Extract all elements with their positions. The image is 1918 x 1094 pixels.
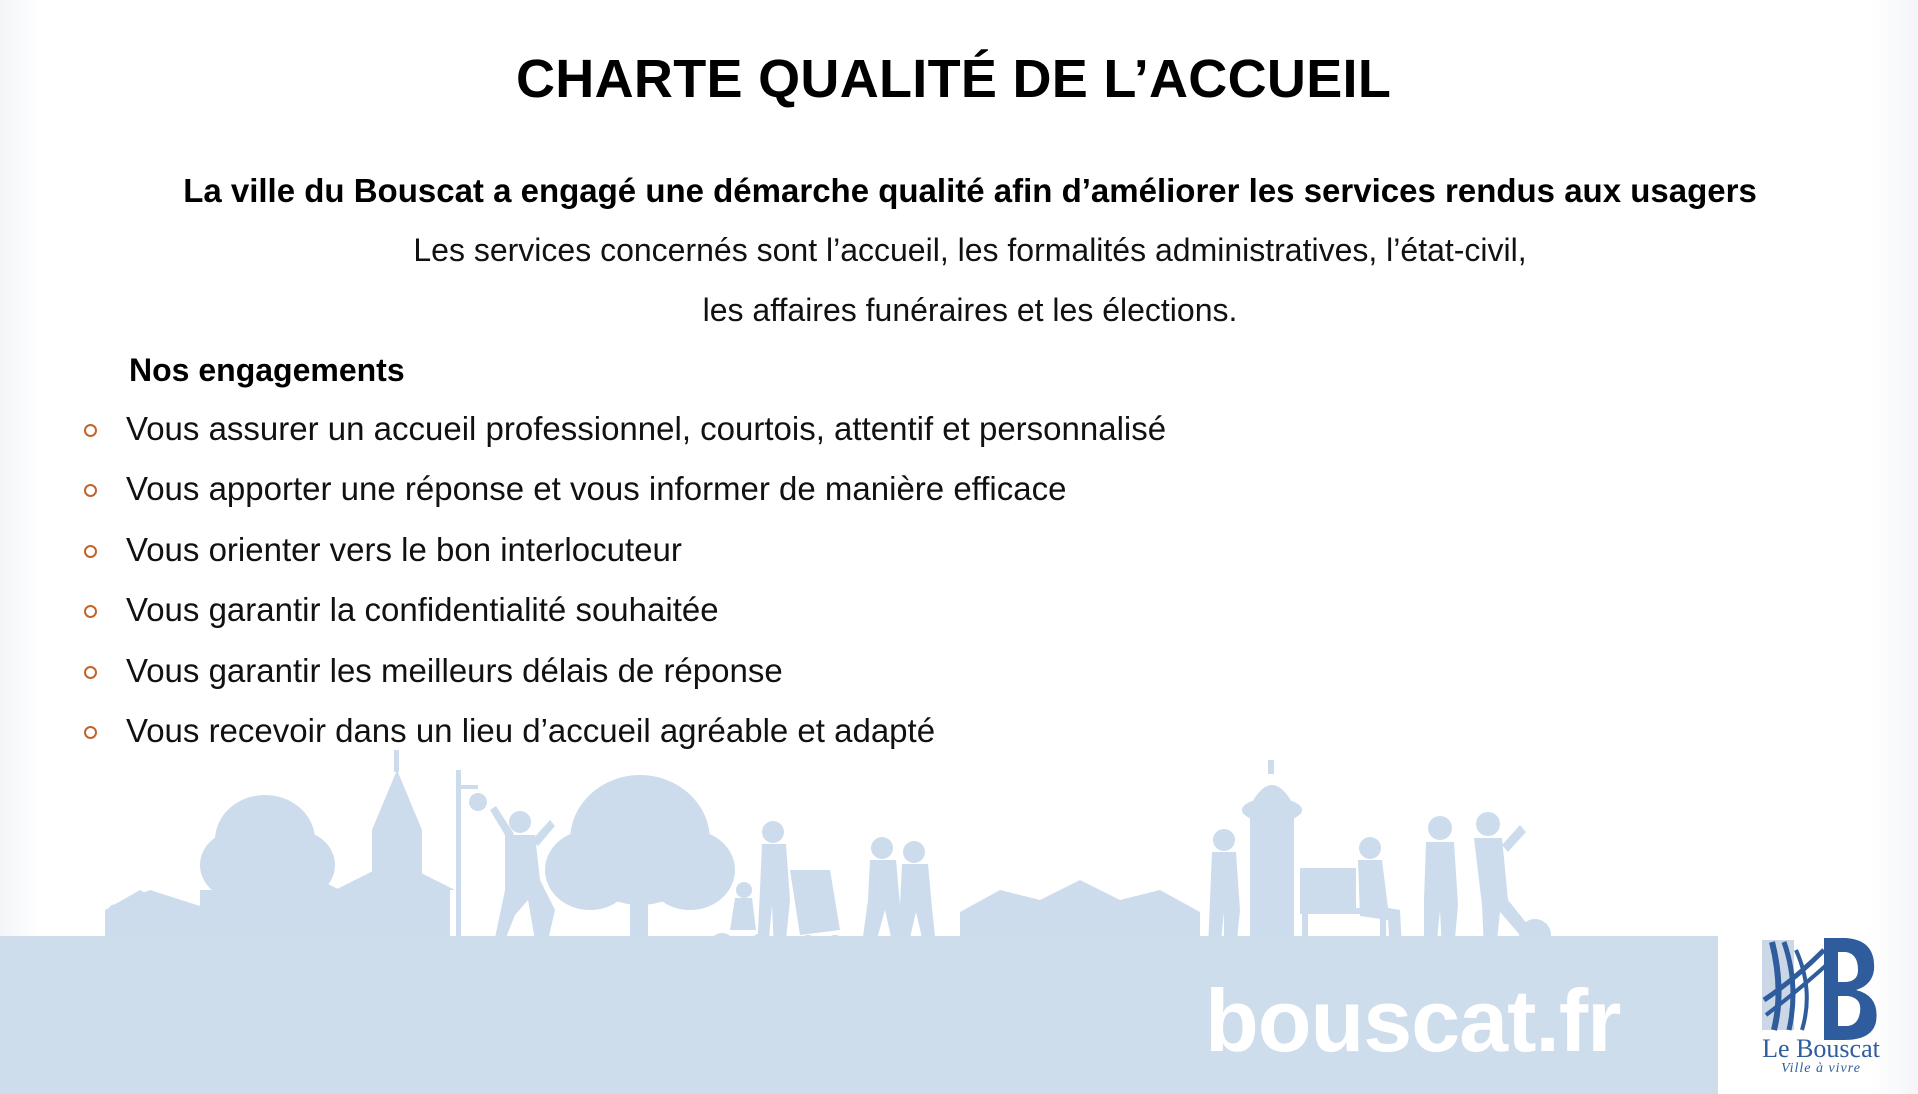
page-title: CHARTE QUALITÉ DE L’ACCUEIL bbox=[516, 49, 1392, 109]
circle-bullet-icon bbox=[84, 484, 97, 497]
logo-name: Le Bouscat bbox=[1762, 1034, 1880, 1063]
list-item bbox=[78, 591, 1166, 651]
list-item-text: Vous garantir la confidentialité souhaitée bbox=[126, 591, 719, 629]
services-line-1: Les services concernés sont l’accueil, les formalités administratives, l’état-civil, bbox=[413, 232, 1527, 268]
engagements-list bbox=[78, 410, 1166, 772]
logo-tagline: Ville à vivre bbox=[1781, 1061, 1861, 1076]
list-item-text: Vous garantir les meilleurs délais de réponse bbox=[126, 651, 783, 689]
services-line-2: les affaires funéraires et les élections. bbox=[702, 292, 1238, 328]
circle-bullet-icon bbox=[84, 605, 97, 618]
intro-statement: La ville du Bouscat a engagé une démarche qualité afin d’améliorer les services rendus aux usagers bbox=[183, 172, 1757, 209]
list-item-text: Vous apporter une réponse et vous informer de manière efficace bbox=[126, 470, 1067, 508]
circle-bullet-icon bbox=[84, 726, 97, 739]
list-item bbox=[78, 531, 1166, 591]
list-item bbox=[78, 410, 1166, 470]
list-item bbox=[78, 652, 1166, 712]
list-item-text: Vous orienter vers le bon interlocuteur bbox=[126, 530, 682, 568]
list-item bbox=[78, 470, 1166, 530]
list-item-text: Vous assurer un accueil professionnel, courtois, attentif et personnalisé bbox=[126, 410, 1167, 447]
circle-bullet-icon bbox=[84, 545, 97, 558]
list-item-text: Vous recevoir dans un lieu d’accueil agréable et adapté bbox=[126, 711, 936, 749]
circle-bullet-icon bbox=[84, 424, 97, 437]
logo-wordmark bbox=[1756, 1036, 1886, 1076]
engagements-heading: Nos engagements bbox=[129, 352, 405, 388]
website-link[interactable]: bouscat.fr bbox=[1205, 971, 1621, 1070]
circle-bullet-icon bbox=[84, 666, 97, 679]
